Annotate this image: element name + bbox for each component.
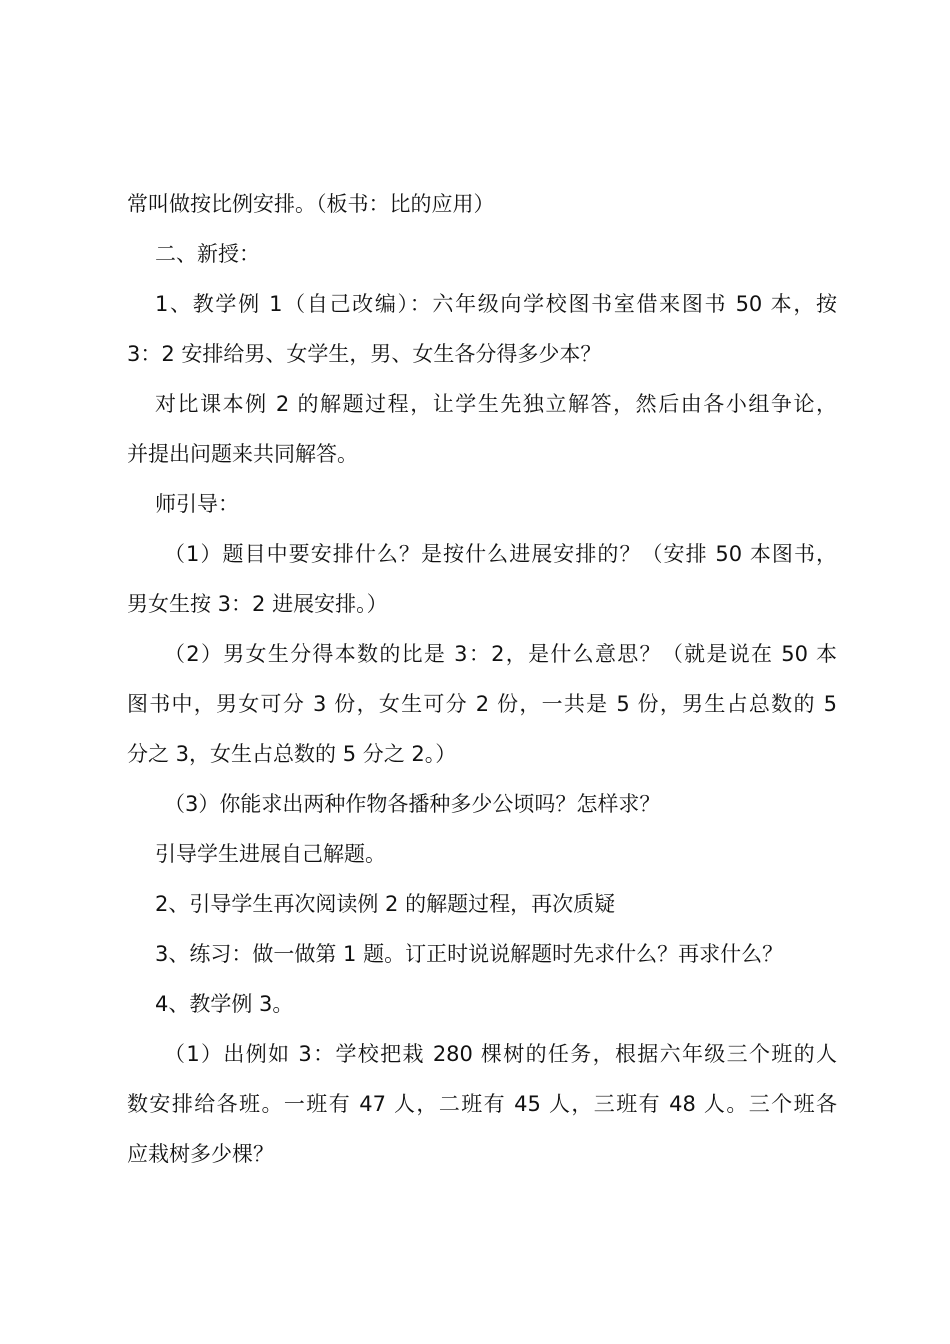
text-line: 图书中，男女可分 3 份，女生可分 2 份，一共是 5 份，男生占总数的 5: [127, 692, 837, 716]
section-heading: 二、新授：: [155, 242, 260, 266]
text-line: 引导学生进展自己解题。: [155, 842, 386, 866]
text-line: 师引导：: [155, 492, 239, 516]
text-line: （3）你能求出两种作物各播种多少公顷吗？怎样求？: [164, 792, 661, 816]
text-line: 2、引导学生再次阅读例 2 的解题过程，再次质疑: [155, 892, 616, 916]
text-line: 3、练习：做一做第 1 题。订正时说说解题时先求什么？再求什么？: [155, 942, 784, 966]
text-line: 应栽树多少棵？: [127, 1142, 274, 1166]
text-line: 对比课本例 2 的解题过程，让学生先独立解答，然后由各小组争论，: [155, 392, 837, 416]
text-line: 男女生按 3：2 进展安排。）: [127, 592, 388, 616]
text-line: 4、教学例 3。: [155, 992, 294, 1016]
text-line: 分之 3，女生占总数的 5 分之 2。）: [127, 742, 457, 766]
text-line: 数安排给各班。一班有 47 人，二班有 45 人，三班有 48 人。三个班各: [127, 1092, 837, 1116]
text-line: 并提出问题来共同解答。: [127, 442, 358, 466]
text-line: 3：2 安排给男、女学生，男、女生各分得多少本？: [127, 342, 602, 366]
text-line: （2）男女生分得本数的比是 3：2，是什么意思？（就是说在 50 本: [164, 642, 837, 666]
text-line: （1）题目中要安排什么？是按什么进展安排的？（安排 50 本图书，: [164, 542, 837, 566]
text-line: 常叫做按比例安排。（板书：比的应用）: [127, 192, 495, 216]
text-line: 1、教学例 1（自己改编）：六年级向学校图书室借来图书 50 本，按: [155, 292, 837, 316]
text-line: （1）出例如 3：学校把栽 280 棵树的任务，根据六年级三个班的人: [164, 1042, 837, 1066]
